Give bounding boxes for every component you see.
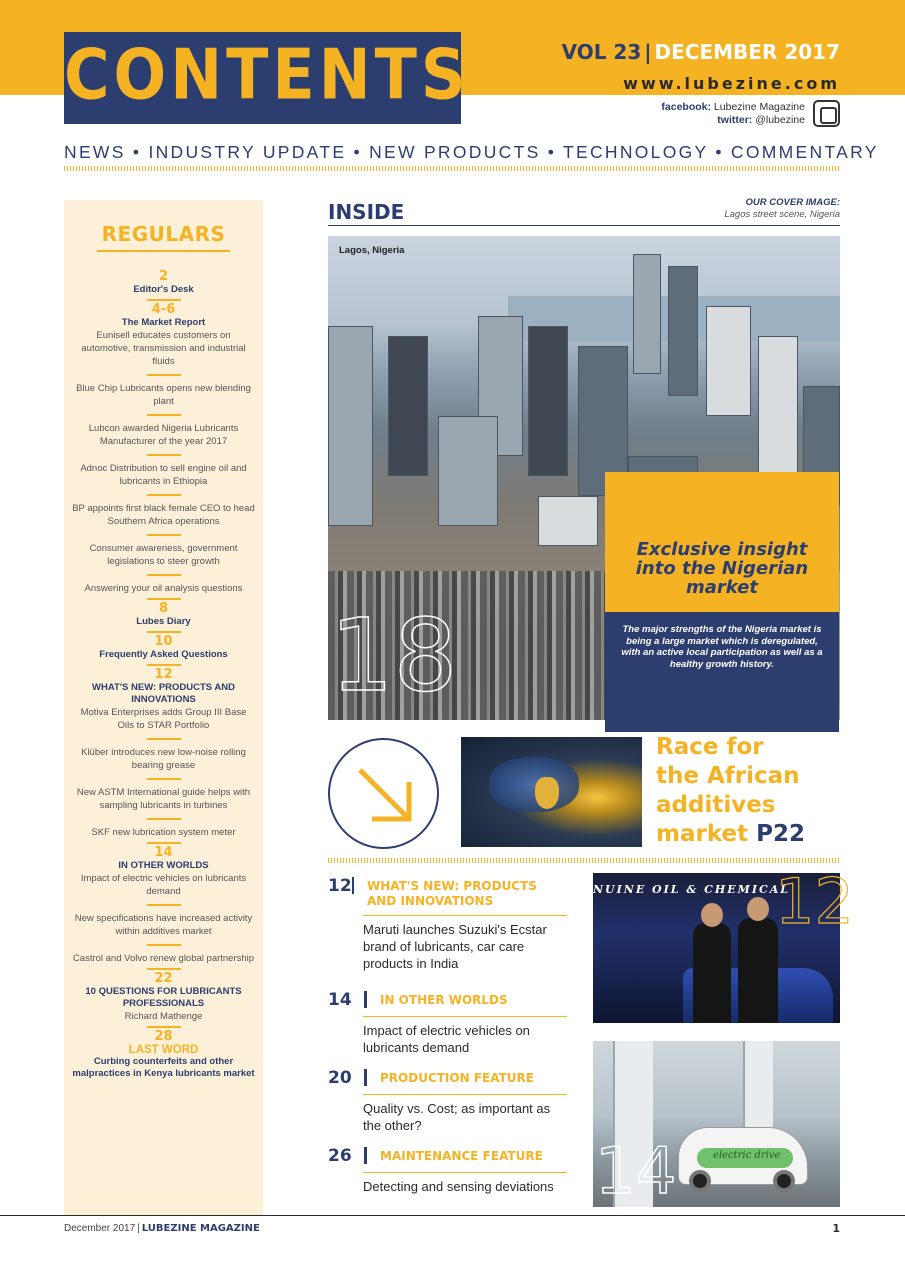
building: [706, 306, 751, 416]
person-head: [701, 903, 723, 927]
world-map: [489, 757, 579, 812]
tagline: NEWS • INDUSTRY UPDATE • NEW PRODUCTS • TECHNOLOGY • COMMENTARY: [64, 142, 879, 162]
item-divider: [147, 904, 181, 906]
regular-page-num: 22: [154, 971, 173, 986]
footer-magazine: LUBEZINE MAGAZINE: [141, 1223, 260, 1234]
regular-item[interactable]: BP appoints first black female CEO to head Southern Africa operations: [72, 503, 255, 527]
building: [758, 336, 798, 476]
feature-rule: [363, 1016, 567, 1017]
building: [668, 266, 698, 396]
regular-page-num: 2: [158, 269, 169, 284]
insight-title: Exclusive insight into the Nigerian market: [635, 539, 809, 598]
cover-label-title: OUR COVER IMAGE:: [745, 197, 840, 208]
building: [388, 336, 428, 476]
photo-banner-text: NUINE OIL & CHEMICAL: [593, 883, 790, 896]
section-divider: [147, 664, 181, 666]
cover-page-number: 18: [330, 597, 458, 714]
qr-social-icon: [813, 100, 840, 127]
regular-item[interactable]: Richard Mathenge: [124, 1011, 203, 1022]
race-line-2: the African: [656, 763, 800, 789]
item-divider: [147, 534, 181, 536]
facebook-link[interactable]: Lubezine Magazine: [713, 101, 805, 113]
regulars-heading: REGULARS: [101, 222, 226, 246]
twitter-link[interactable]: @lubezine: [755, 114, 805, 126]
feature-bar: [364, 991, 367, 1008]
tagline-rule: [64, 166, 840, 171]
wheel: [689, 1170, 711, 1192]
feature-desc: Impact of electric vehicles on lubricants demand: [363, 1023, 530, 1055]
feature-label: PRODUCTION FEATURE: [380, 1071, 534, 1085]
item-divider: [147, 414, 181, 416]
photo-caption: Lagos, Nigeria: [339, 245, 405, 256]
regular-item[interactable]: Lubcon awarded Nigeria Lubricants Manufacturer of the year 2017: [88, 423, 239, 447]
feature-label: WHAT'S NEW: PRODUCTS AND INNOVATIONS: [366, 879, 537, 908]
building: [538, 496, 598, 546]
regulars-underline: [97, 250, 230, 252]
regular-section-title[interactable]: IN OTHER WORLDS: [118, 860, 209, 871]
contents-title-box: [64, 32, 470, 124]
regular-item[interactable]: Klüber introduces new low-noise rolling bearing grease: [81, 747, 246, 771]
person-head: [747, 897, 769, 921]
feature-desc: Maruti launches Suzuki's Ecstar brand of lubricants, car care products in India: [363, 922, 547, 971]
feature-label: MAINTENANCE FEATURE: [380, 1149, 543, 1163]
regular-section-title[interactable]: The Market Report: [121, 317, 206, 328]
item-divider: [147, 944, 181, 946]
item-divider: [147, 574, 181, 576]
regular-section-title[interactable]: Editor's Desk: [133, 284, 194, 295]
regular-section-title[interactable]: LAST WORD: [128, 1044, 199, 1056]
race-page-ref: P22: [756, 821, 805, 847]
footer-credit: [64, 1223, 260, 1234]
social-handles: [661, 101, 805, 127]
feature-page-num: 14: [328, 990, 352, 1010]
regulars-sidebar: [64, 200, 263, 1215]
regular-item[interactable]: New ASTM International guide helps with sampling lubricants in turbines: [76, 787, 251, 811]
feature-bar: [364, 1147, 367, 1164]
footer-rule: [0, 1215, 905, 1216]
insight-text: The major strengths of the Nigeria market is being a large market which is deregulated, with an active local participation as well as a healthy growth history.: [621, 624, 823, 670]
inside-rule: [328, 225, 840, 226]
regular-section-title[interactable]: WHAT'S NEW: PRODUCTS AND INNOVATIONS: [92, 682, 235, 705]
insight-badge[interactable]: [605, 472, 839, 728]
twitter-label: twitter:: [717, 114, 753, 126]
regular-section-subtitle[interactable]: Curbing counterfeits and other malpractices in Kenya lubricants market: [72, 1056, 255, 1079]
feature-maintenance[interactable]: [328, 1146, 567, 1195]
footer-separator: |: [137, 1223, 140, 1234]
building: [633, 254, 661, 374]
race-line-4: market: [656, 821, 749, 847]
item-divider: [147, 454, 181, 456]
wheel: [773, 1170, 795, 1192]
regular-item[interactable]: Eunisell educates customers on automotive, transmission and industrial fluids: [81, 330, 246, 367]
car-label: electric drive: [713, 1150, 781, 1161]
volume: VOL 23: [561, 40, 642, 64]
regular-item[interactable]: Motiva Enterprises adds Group III Base Oils to STAR Portfolio: [80, 707, 247, 731]
regular-page-num: 28: [154, 1029, 173, 1044]
smart-car: [678, 1127, 808, 1185]
regular-page-num: 14: [154, 845, 173, 860]
feature-label: IN OTHER WORLDS: [380, 993, 508, 1007]
feature-production[interactable]: [328, 1068, 567, 1134]
person: [693, 923, 731, 1023]
regulars-list: [64, 270, 263, 1080]
item-divider: [147, 374, 181, 376]
regular-page-num: 10: [154, 634, 173, 649]
website-link[interactable]: www.lubezine.com: [623, 74, 840, 93]
section-divider: [147, 598, 181, 600]
arrow-down-right-icon[interactable]: [328, 738, 439, 849]
regular-item[interactable]: Impact of electric vehicles on lubricants demand: [80, 873, 247, 897]
building: [328, 326, 373, 526]
regular-page-num: 12: [154, 667, 173, 682]
feature-desc: Detecting and sensing deviations: [363, 1179, 554, 1194]
inside-heading: INSIDE: [328, 200, 405, 224]
section-divider: [147, 631, 181, 633]
section-divider: [147, 968, 181, 970]
regular-section-title[interactable]: 10 QUESTIONS FOR LUBRICANTS PROFESSIONALS: [85, 986, 242, 1009]
regular-page-num: 8: [158, 601, 169, 616]
page-title: CONTENTS: [64, 33, 470, 116]
footer-date: December 2017: [64, 1223, 136, 1234]
africa-highlight: [535, 777, 559, 809]
feature-desc: Quality vs. Cost; as important as the other?: [363, 1101, 551, 1133]
feature-page-num: 20: [328, 1068, 352, 1088]
feature-rule: [363, 1172, 567, 1173]
features-rule: [328, 858, 840, 863]
building: [528, 326, 568, 476]
regular-page-num: 4-6: [151, 302, 176, 317]
item-divider: [147, 738, 181, 740]
feature-bar: [364, 1069, 367, 1086]
item-divider: [147, 818, 181, 820]
cover-label-caption: Lagos street scene, Nigeria: [724, 209, 840, 220]
feature-other-worlds[interactable]: [328, 990, 567, 1056]
feature-rule: [363, 915, 567, 916]
race-african-additives-headline[interactable]: [656, 733, 805, 849]
regular-item[interactable]: Consumer awareness, government legislations to steer growth: [89, 543, 238, 567]
issue-info: [562, 40, 840, 64]
ecstar-launch-photo[interactable]: [593, 865, 854, 1023]
section-divider: [147, 1026, 181, 1028]
section-divider: [147, 842, 181, 844]
feature-whats-new[interactable]: [328, 876, 567, 972]
photo-page-number: 12: [775, 865, 854, 938]
cover-image-label: [724, 197, 840, 221]
regular-item[interactable]: Castrol and Volvo renew global partnership: [72, 953, 255, 964]
section-divider: [147, 299, 181, 301]
issue-separator: |: [644, 40, 652, 64]
issue-date: DECEMBER 2017: [654, 40, 840, 64]
regular-item[interactable]: New specifications have increased activity within additives market: [74, 913, 253, 937]
electric-car-photo[interactable]: [593, 1041, 840, 1207]
feature-page-num: 26: [328, 1146, 352, 1166]
page-number: 1: [832, 1222, 840, 1235]
race-line-3: additives: [656, 792, 776, 818]
item-divider: [147, 778, 181, 780]
regular-item[interactable]: SKF new lubrication system meter: [91, 827, 236, 838]
regular-section-title[interactable]: Frequently Asked Questions: [99, 649, 228, 660]
photo-page-number: 14: [595, 1135, 677, 1209]
regular-item[interactable]: Adnoc Distribution to sell engine oil and lubricants in Ethiopia: [80, 463, 247, 487]
feature-bar: [352, 877, 354, 894]
building: [438, 416, 498, 526]
feature-rule: [363, 1094, 567, 1095]
item-divider: [147, 494, 181, 496]
feature-page-num: 12: [328, 876, 352, 896]
africa-additives-photo[interactable]: [461, 737, 642, 847]
race-line-1: Race for: [656, 734, 764, 760]
regular-item[interactable]: Blue Chip Lubricants opens new blending plant: [76, 383, 251, 407]
person: [738, 918, 778, 1023]
facebook-label: facebook:: [661, 101, 711, 113]
regular-item[interactable]: Answering your oil analysis questions: [84, 583, 243, 594]
regular-section-title[interactable]: Lubes Diary: [136, 616, 191, 627]
